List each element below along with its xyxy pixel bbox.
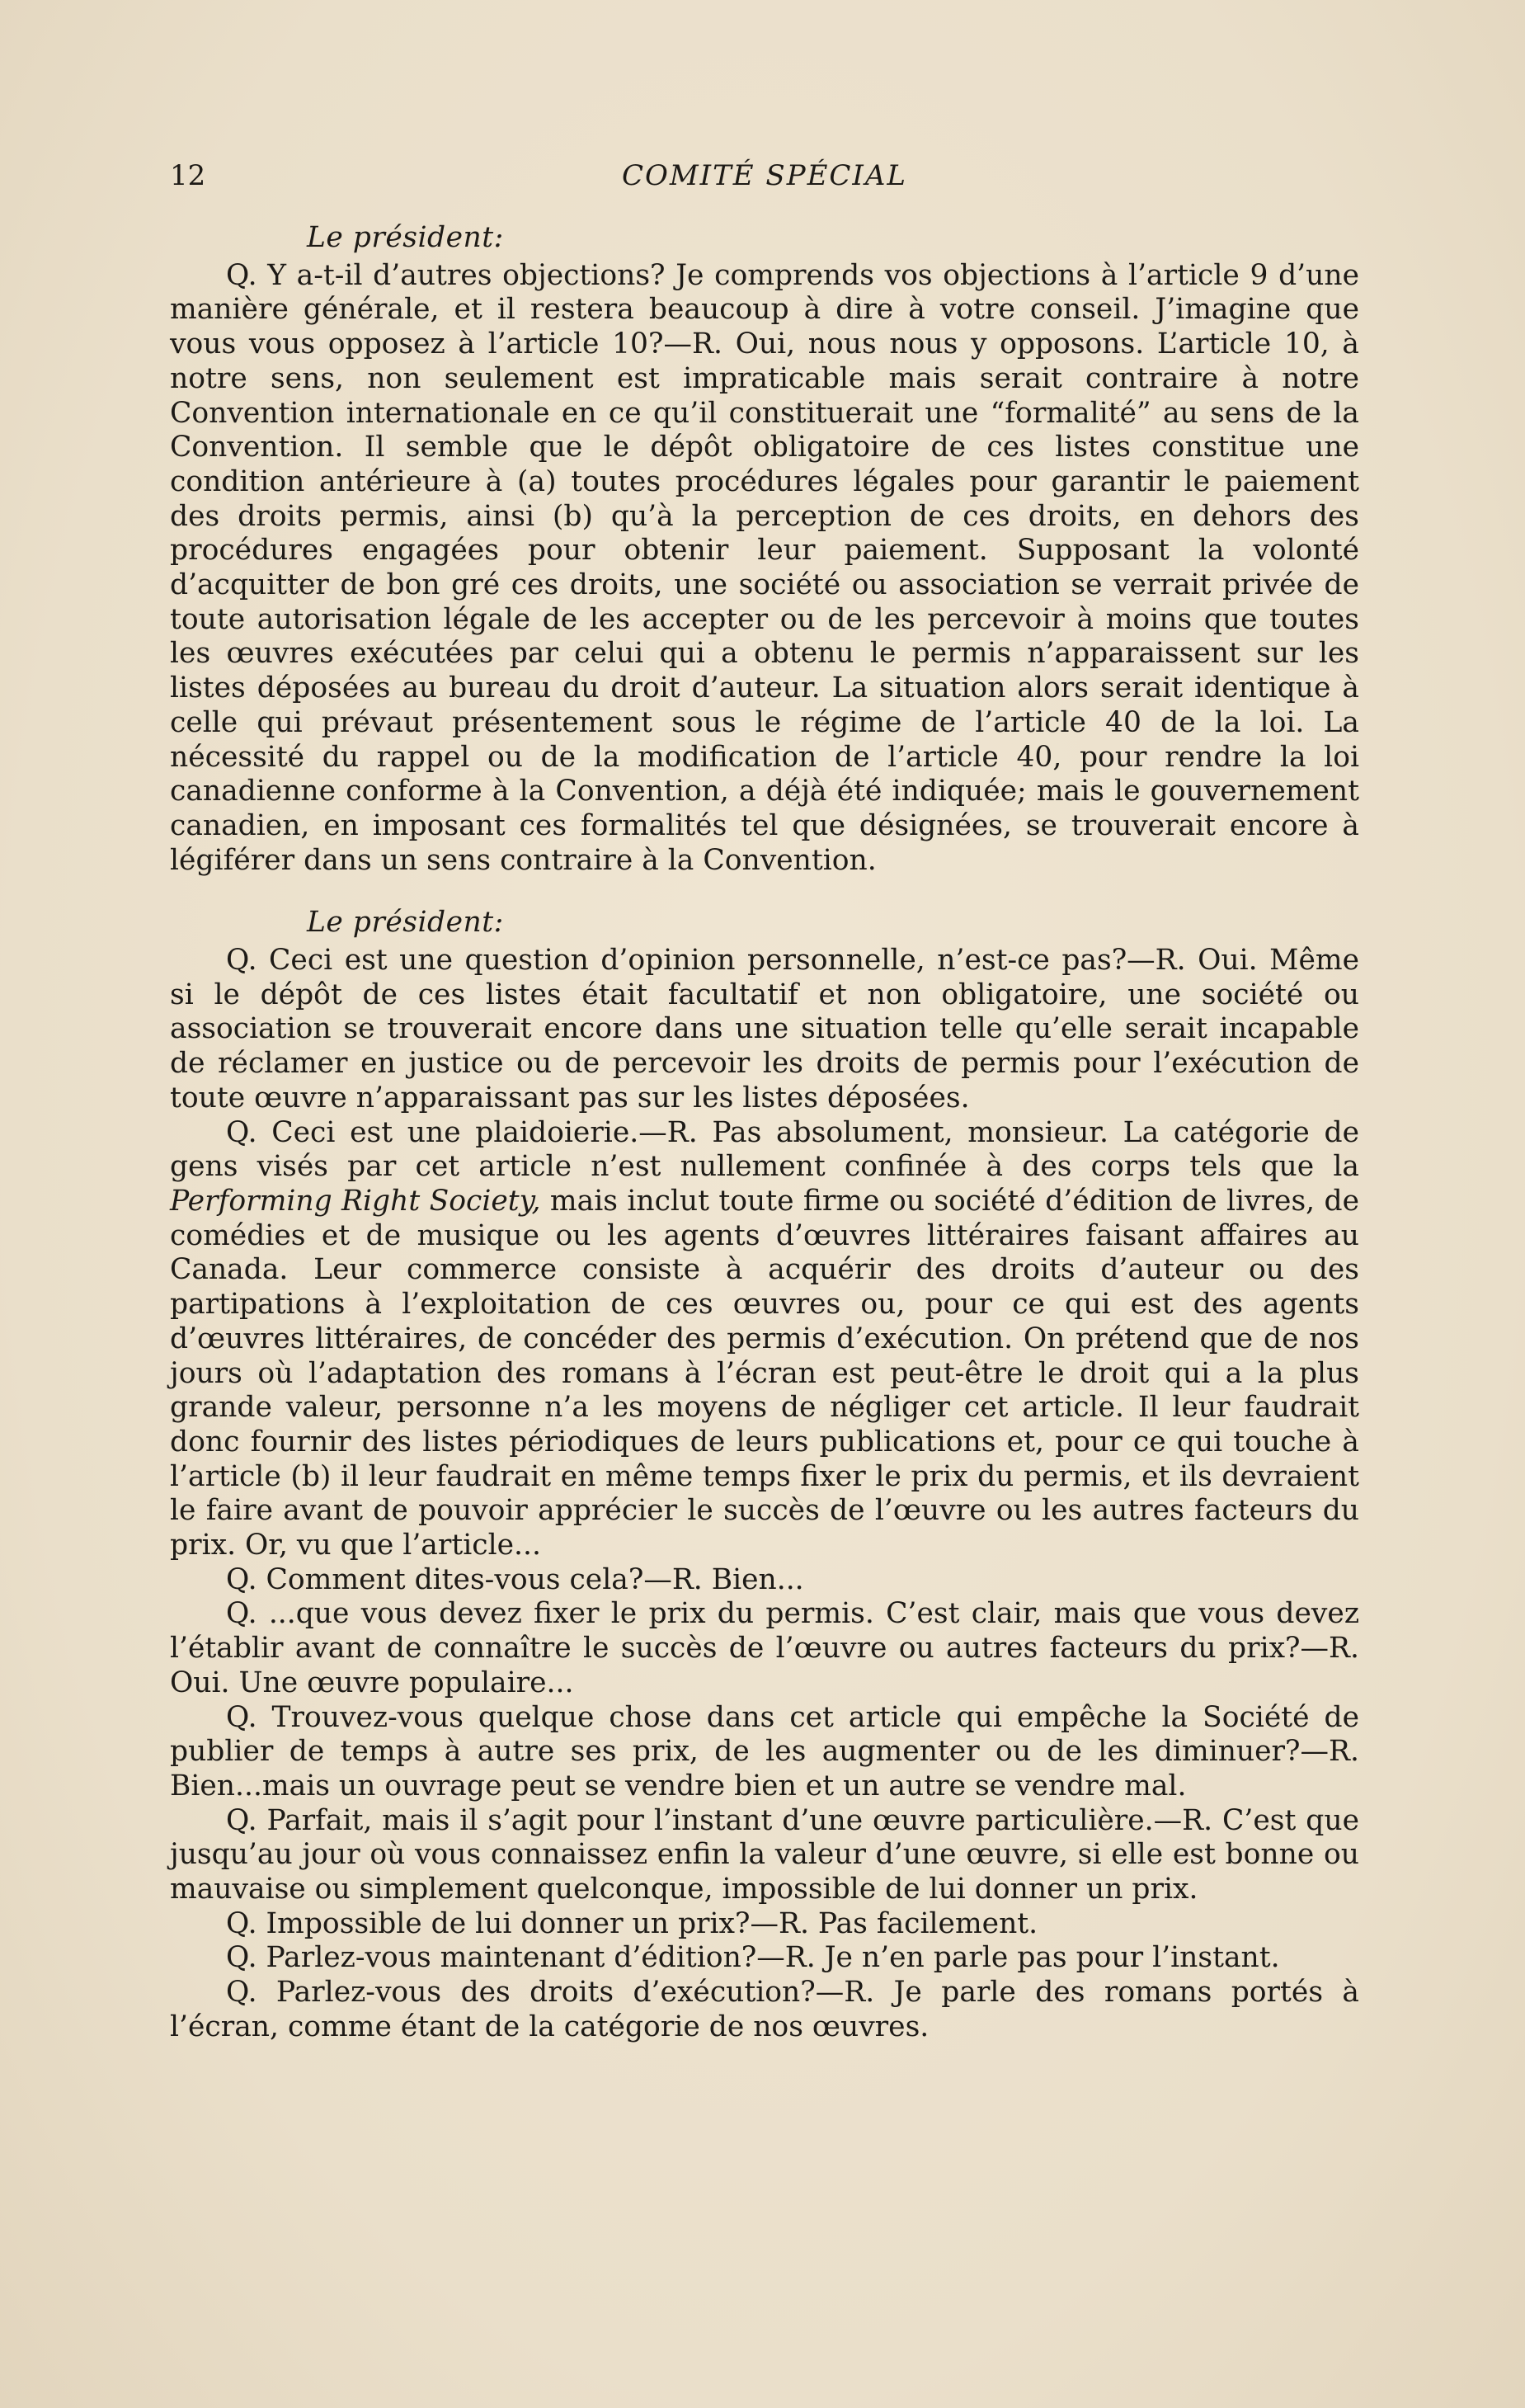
paragraph [170,1116,1359,1563]
paragraph: Q. Parfait, mais il s’agit pour l’instant d’une œuvre particulière.—R. C’est que jusqu’au jour où vous connaissez enfin la valeur d’une œuvre, si elle est bonne ou mauvaise ou simplement quelconque, impossible de lui donner un prix. [170,1803,1359,1906]
paragraph-text: mais inclut toute firme ou société d’édition de livres, de comédies et de musique ou les agents d’œuvres littéraires faisant affaires au Canada. Leur commerce consiste à acquérir des droits d’auteur ou des partipations à l’exploitation de ces œuvres ou, pour ce qui est des agents d’œuvres littéraires, de concéder des permis d’exécution. On prétend que de nos jours où l’adaptation des romans à l’écran est peut-être le droit qui a la plus grande valeur, personne n’a les moyens de négliger cet article. Il leur faudrait donc fournir des listes périodiques de leurs publications et, pour ce qui touche à l’article (b) il leur faudrait en même temps fixer le prix du permis, et ils devraient le faire avant de pouvoir apprécier le succès de l’œuvre ou les autres facteurs du prix. Or, vu que l’article... [170,1184,1359,1562]
paragraph: Q. ...que vous devez fixer le prix du permis. C’est clair, mais que vous devez l’établir avant de connaître le succès de l’œuvre ou autres facteurs du prix?—R. Oui. Une œuvre populaire... [170,1597,1359,1699]
page-header [170,155,1359,196]
paragraph: Q. Impossible de lui donner un prix?—R. Pas facilement. [226,1906,1038,1940]
running-head: COMITÉ SPÉCIAL [621,159,907,192]
paragraph-text: Q. Ceci est une plaidoierie.—R. Pas absolument, monsieur. La catégorie de gens visés par cet article n’est nullement confinée à des corps tels que la [170,1115,1359,1184]
speaker-heading: Le président: [307,906,504,940]
paragraph: Q. Parlez-vous des droits d’exécution?—R. Je parle des romans portés à l’écran, comme étant de la catégorie de nos œuvres. [170,1976,1359,2043]
paragraph: Q. Y a-t-il d’autres objections? Je comprends vos objections à l’article 9 d’une manière générale, et il restera beaucoup à dire à votre conseil. J’imagine que vous vous opposez à l’article 10?—R. Oui, nous nous y opposons. L’article 10, à notre sens, non seulement est impraticable mais serait contraire à notre Convention internationale en ce qu’il constituerait une “formalité” au sens de la Convention. Il semble que le dépôt obligatoire de ces listes constitue une condition antérieure à (a) toutes procédures légales pour garantir le paiement des droits permis, ainsi (b) qu’à la perception de ces droits, en dehors des procédures engagées pour obtenir leur paiement. Supposant la volonté d’acquitter de bon gré ces droits, une société ou association se verrait privée de toute autorisation légale de les accepter ou de les percevoir à moins que toutes les œuvres exécutées par celui qui a obtenu le permis n’apparaissent sur les listes déposées au bureau du droit d’auteur. La situation alors serait identique à celle qui prévaut présentement sous le régime de l’article 40 de la loi. La nécessité du rappel ou de la modification de l’article 40, pour rendre la loi canadienne conforme à la Convention, a déjà été indiquée; mais le gouvernement canadien, en imposant ces formalités tel que désignées, se trouverait encore à légiférer dans un sens contraire à la Convention. [170,258,1359,877]
page-body [170,221,1359,2045]
paragraph: Q. Parlez-vous maintenant d’édition?—R. Je n’en parle pas pour l’instant. [226,1941,1280,1975]
paragraph: Q. Ceci est une question d’opinion personnelle, n’est-ce pas?—R. Oui. Même si le dépôt de ces listes était facultatif et non obligatoire, une société ou association se trouverait encore dans une situation telle qu’elle serait incapable de réclamer en justice ou de percevoir les droits de permis pour l’exécution de toute œuvre n’apparaissant pas sur les listes déposées. [170,944,1359,1114]
paragraph: Q. Comment dites-vous cela?—R. Bien... [226,1562,804,1596]
page-number: 12 [170,159,206,192]
paragraph: Q. Trouvez-vous quelque chose dans cet article qui empêche la Société de publier de temps à autre ses prix, de les augmenter ou de les diminuer?—R. Bien...mais un ouvrage peut se vendre bien et un autre se vendre mal. [170,1700,1359,1802]
society-name: Performing Right Society, [170,1184,541,1218]
speaker-heading: Le président: [307,221,504,254]
